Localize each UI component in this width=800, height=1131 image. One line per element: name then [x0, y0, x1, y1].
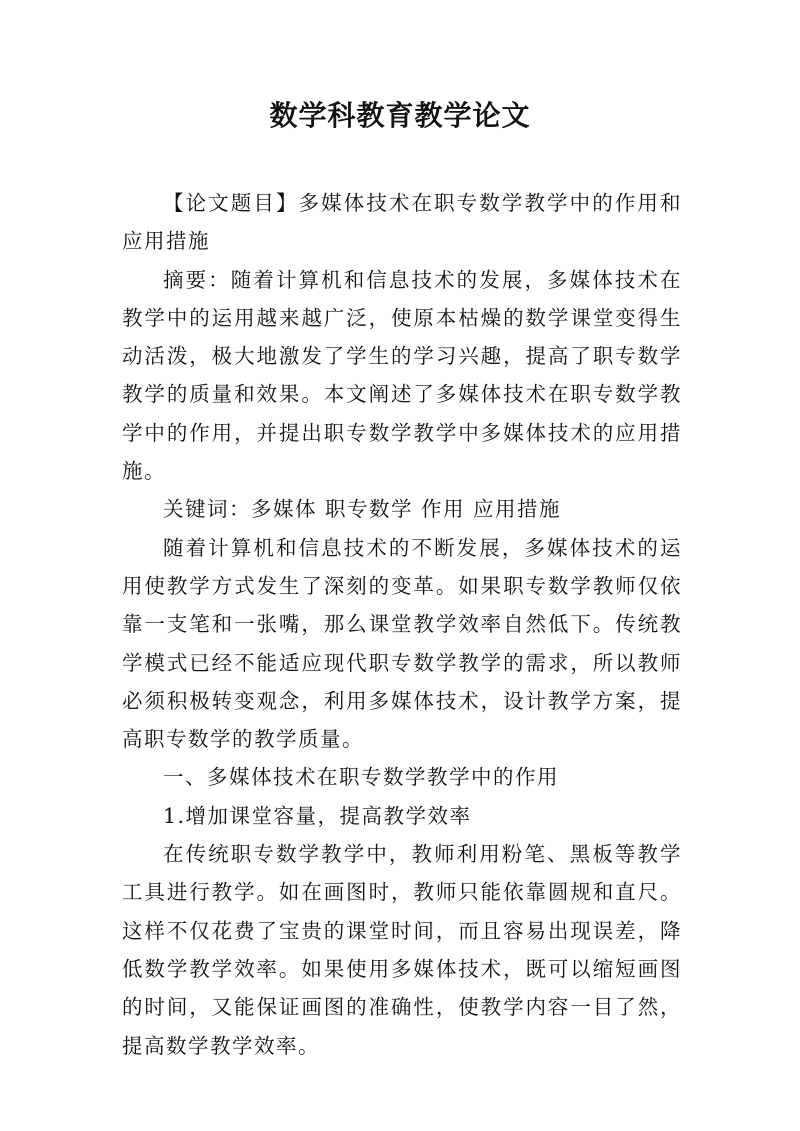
paper-title-paragraph: 【论文题目】多媒体技术在职专数学教学中的作用和应用措施 — [122, 191, 682, 254]
intro-paragraph: 随着计算机和信息技术的不断发展，多媒体技术的运用使教学方式发生了深刻的变革。如果职专数学教师仅依靠一支笔和一张嘴，那么课堂教学效率自然低下。传统教学模式已经不能适应现代职专数学教学的需求，所以教师必须积极转变观念，利用多媒体技术，设计教学方案，提高职专数学的教学质量。 — [122, 535, 682, 752]
body-paragraph: 在传统职专数学教学中，教师利用粉笔、黑板等教学工具进行教学。如在画图时，教师只能依靠圆规和直尺。这样不仅花费了宝贵的课堂时间，而且容易出现误差，降低数学教学效率。如果使用多媒体技术，既可以缩短画图的时间，又能保证画图的准确性，使教学内容一目了然，提高数学教学效率。 — [122, 842, 682, 1058]
document-title: 数学科教育教学论文 — [269, 99, 531, 132]
section-heading: 一、多媒体技术在职专数学教学中的作用 — [163, 765, 559, 790]
subsection-heading: 1.增加课堂容量，提高教学效率 — [163, 803, 472, 828]
keywords-paragraph: 关键词：多媒体 职专数学 作用 应用措施 — [163, 497, 562, 522]
document-body — [122, 184, 682, 1065]
abstract-paragraph: 摘要：随着计算机和信息技术的发展，多媒体技术在教学中的运用越来越广泛，使原本枯燥的数学课堂变得生动活泼，极大地激发了学生的学习兴趣，提高了职专数学教学的质量和效果。本文阐述了多媒体技术在职专数学教学中的作用，并提出职专数学教学中多媒体技术的应用措施。 — [122, 267, 682, 484]
